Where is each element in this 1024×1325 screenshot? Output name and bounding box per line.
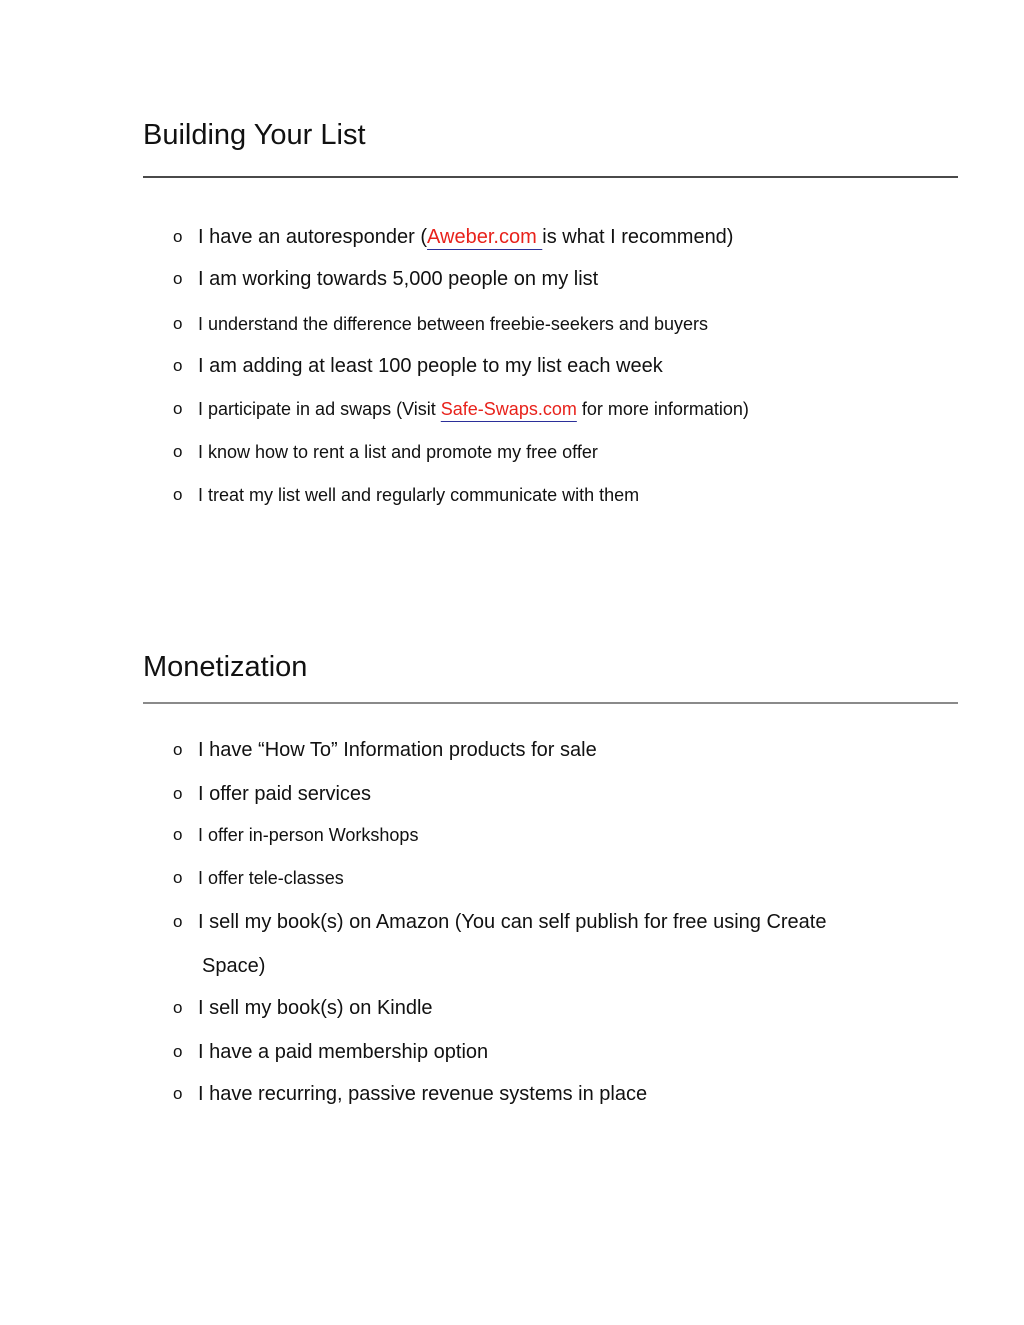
item-text: I offer tele-classes xyxy=(198,868,344,888)
checklist-item xyxy=(173,400,749,418)
bullet-circle-icon: o xyxy=(173,269,183,288)
item-text: I sell my book(s) on Amazon (You can self publish for free using Create xyxy=(198,911,827,933)
checklist-item xyxy=(173,784,371,804)
checklist-item xyxy=(173,356,663,376)
item-text: I participate in ad swaps (Visit xyxy=(198,399,441,419)
section-divider xyxy=(143,176,958,178)
bullet-circle-icon: o xyxy=(173,784,183,803)
checklist-item xyxy=(173,869,344,887)
bullet-circle-icon: o xyxy=(173,442,183,461)
bullet-circle-icon: o xyxy=(173,485,183,504)
section-title-monetization: Monetization xyxy=(143,651,308,683)
item-text: I know how to rent a list and promote my free offer xyxy=(198,442,598,462)
item-text: I sell my book(s) on Kindle xyxy=(198,997,433,1019)
item-text: I have a paid membership option xyxy=(198,1041,489,1063)
checklist-item xyxy=(173,1042,488,1062)
safe-swaps-link[interactable]: Safe-Swaps.com xyxy=(440,399,577,419)
item-text: I have “How To” Information products for sale xyxy=(198,739,597,761)
checklist-item xyxy=(173,443,598,461)
checklist-item xyxy=(173,486,639,504)
bullet-circle-icon: o xyxy=(173,399,183,418)
item-text: for more information) xyxy=(576,399,749,419)
bullet-circle-icon: o xyxy=(173,1042,183,1061)
item-text: I have an autoresponder ( xyxy=(198,226,428,248)
bullet-circle-icon: o xyxy=(173,314,183,333)
checklist-item xyxy=(173,1084,647,1104)
checklist-item xyxy=(173,740,597,760)
checklist-item xyxy=(173,998,433,1018)
bullet-circle-icon: o xyxy=(173,998,183,1017)
item-text: I treat my list well and regularly communicate with them xyxy=(198,485,640,505)
checklist-item xyxy=(173,315,708,333)
bullet-circle-icon: o xyxy=(173,825,183,844)
checklist-item xyxy=(173,269,598,289)
bullet-circle-icon: o xyxy=(173,227,183,246)
bullet-circle-icon: o xyxy=(173,868,183,887)
bullet-circle-icon: o xyxy=(173,1084,183,1103)
bullet-circle-icon: o xyxy=(173,912,183,931)
item-text: I am working towards 5,000 people on my list xyxy=(198,268,599,290)
item-text: I am adding at least 100 people to my list each week xyxy=(198,355,663,377)
bullet-circle-icon: o xyxy=(173,356,183,375)
aweber-link[interactable]: Aweber.com xyxy=(427,226,543,248)
item-text: is what I recommend) xyxy=(542,226,734,248)
checklist-item xyxy=(173,826,418,844)
item-text: I understand the difference between freebie-seekers and buyers xyxy=(198,314,708,334)
section-title-building-list: Building Your List xyxy=(143,119,366,151)
checklist-item xyxy=(173,227,733,247)
item-text: I offer in-person Workshops xyxy=(198,825,419,845)
item-text: I offer paid services xyxy=(198,783,372,805)
item-text-continuation: Space) xyxy=(202,955,266,977)
section-divider xyxy=(143,702,958,704)
bullet-circle-icon: o xyxy=(173,740,183,759)
checklist-item xyxy=(173,912,826,932)
item-text: I have recurring, passive revenue systems in place xyxy=(198,1083,648,1105)
